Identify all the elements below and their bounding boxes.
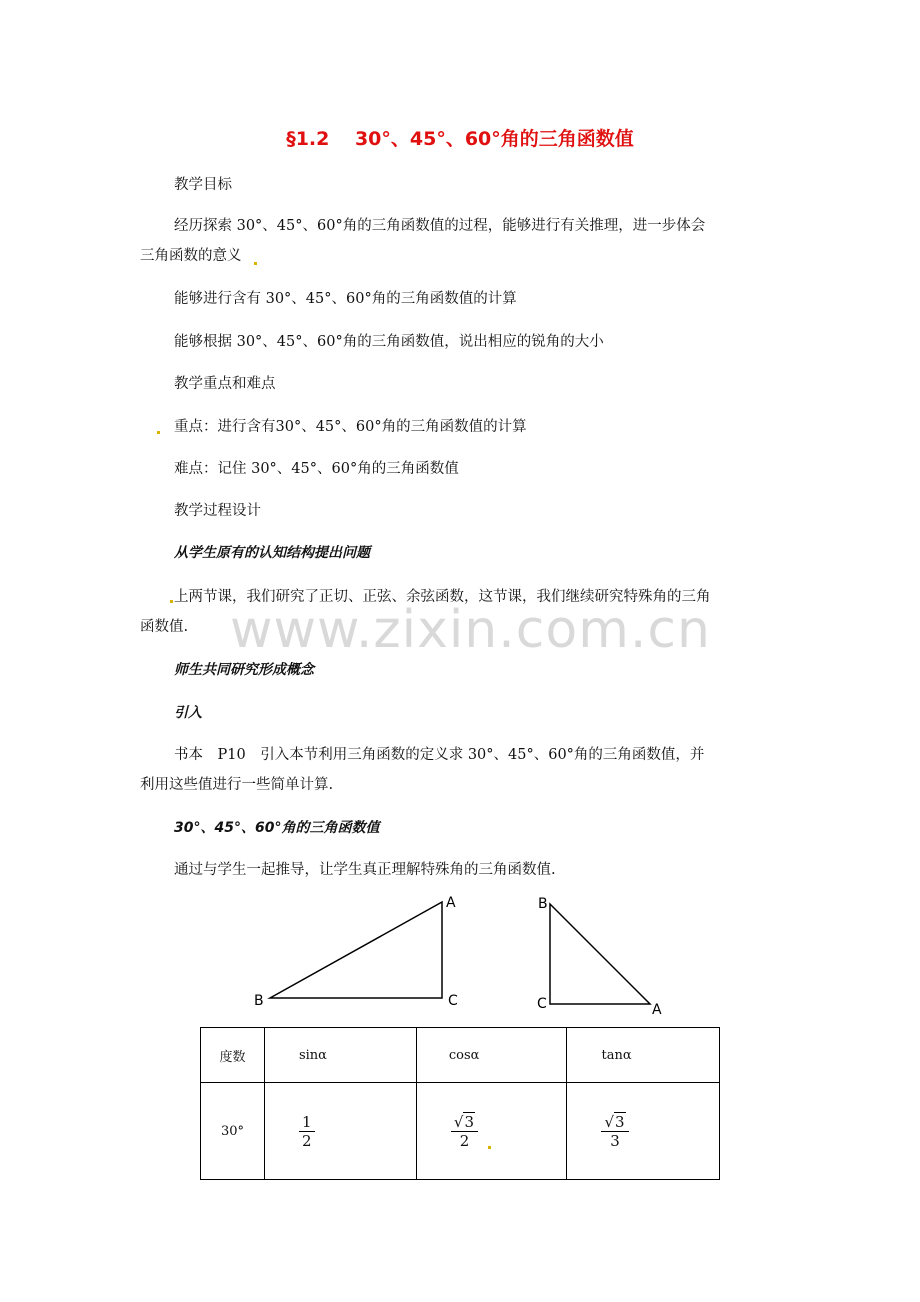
cell-sin-30 [264,1083,416,1180]
goal3: 能够根据 30°、45°、60°角的三角函数值，说出相应的锐角的大小 [174,334,604,350]
trig-values-table [200,1027,720,1180]
header-tan: tanα [567,1028,720,1083]
para3: 通过与学生一起推导，让学生真正理解特殊角的三角函数值. [174,862,556,878]
triangle-30-figure [250,890,470,1015]
difficult-point: 难点：记住 30°、45°、60°角的三角函数值 [174,461,459,477]
heading-concept: 师生共同研究形成概念 [174,662,314,678]
marker-dot [157,431,160,434]
row-degree: 30° [201,1083,265,1180]
numerator [601,1113,628,1132]
page-title: §1.2 30°、45°、60°角的三角函数值 [286,128,634,150]
para1-line2: 函数值. [140,619,189,635]
header-sin: sinα [264,1028,416,1083]
triangle-30-shape [270,902,442,998]
numerator [451,1113,478,1132]
para2-line1: 书本 P10 引入本节利用三角函数的定义求 30°、45°、60°角的三角函数值，并 [174,747,705,763]
denominator: 2 [459,1131,470,1150]
watermark: www.zixin.com.cn [230,600,711,660]
cell-cos-30 [416,1083,567,1180]
vertex-label-c: C [537,996,547,1012]
para1-line1: 上两节课，我们研究了正切、正弦、余弦函数，这节课，我们继续研究特殊角的三角 [174,589,711,605]
sqrt-icon: √3 [604,1112,625,1131]
section-key-heading: 教学重点和难点 [174,376,276,392]
heading-values: 30°、45°、60°角的三角函数值 [174,820,380,836]
numerator: 1 [299,1113,315,1132]
para2-line2: 利用这些值进行一些简单计算. [140,777,334,793]
section-goals-heading: 教学目标 [174,177,232,193]
fraction [601,1113,628,1150]
fraction [451,1113,478,1150]
goal1-line1: 经历探索 30°、45°、60°角的三角函数值的过程，能够进行有关推理，进一步体会 [174,218,706,234]
table-header-row [201,1028,720,1083]
vertex-label-b: B [538,896,548,912]
sqrt-icon: √3 [453,1112,475,1131]
denominator: 2 [301,1131,312,1150]
triangle-45-figure [530,890,670,1020]
heading-question: 从学生原有的认知结构提出问题 [174,545,370,561]
vertex-label-c: C [448,993,458,1009]
marker-dot [488,1146,491,1149]
marker-dot [254,262,257,265]
marker-dot [170,600,173,603]
goal1-line2: 三角函数的意义 [140,248,242,264]
goal2: 能够进行含有 30°、45°、60°角的三角函数值的计算 [174,291,517,307]
vertex-label-a: A [446,895,456,911]
cell-tan-30 [567,1083,720,1180]
vertex-label-a: A [652,1002,662,1018]
header-cos: cosα [416,1028,567,1083]
section-process-heading: 教学过程设计 [174,503,261,519]
key-point: 重点：进行含有30°、45°、60°角的三角函数值的计算 [174,419,527,435]
triangle-45-shape [550,904,650,1004]
vertex-label-b: B [254,993,264,1009]
heading-intro: 引入 [174,705,202,721]
fraction [299,1113,315,1150]
header-degree: 度数 [201,1028,265,1083]
table-row [201,1083,720,1180]
denominator: 3 [610,1131,620,1150]
